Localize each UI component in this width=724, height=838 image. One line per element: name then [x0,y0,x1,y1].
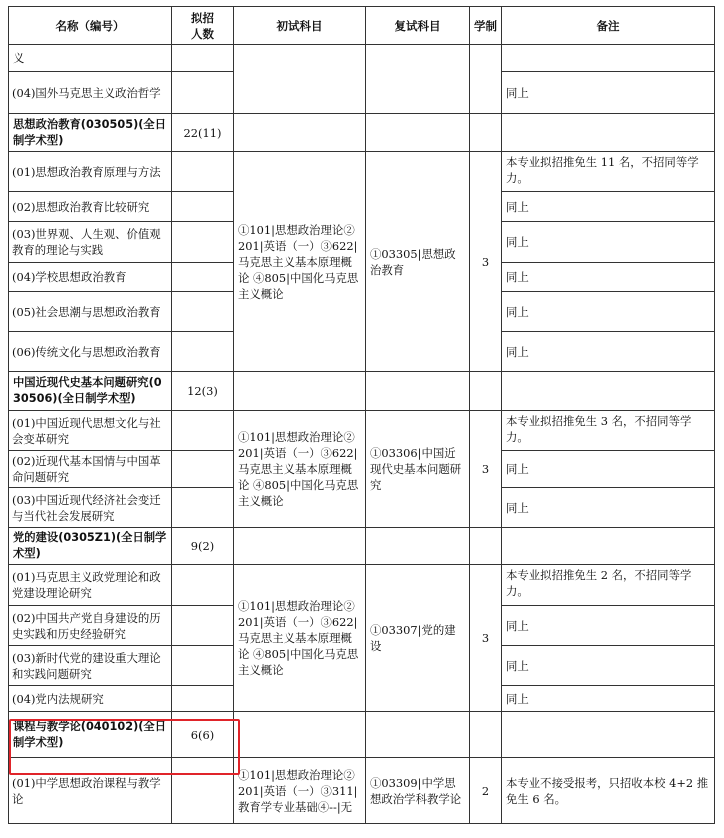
major-title: 党的建设(0305Z1)(全日制学术型) [9,528,172,565]
direction-name: (02)近现代基本国情与中国革命问题研究 [9,451,172,488]
quota-cell: 6(6) [172,712,234,758]
header-note: 备注 [502,7,715,45]
direction-name: (01)马克思主义政党理论和政党建设理论研究 [9,565,172,606]
note-cell: 同上 [502,451,715,488]
direction-name: (02)中国共产党自身建设的历史实践和历史经验研究 [9,606,172,646]
direction-name: (01)中国近现代思想文化与社会变革研究 [9,411,172,451]
major-title: 课程与教学论(040102)(全日制学术型) [9,712,172,758]
second-exam-cell: ①03306|中国近现代史基本问题研究 [366,411,470,528]
second-exam-cell: ①03309|中学思想政治学科教学论 [366,758,470,824]
group-row [9,528,715,565]
direction-name: (06)传统文化与思想政治教育 [9,332,172,372]
direction-name: (05)社会思潮与思想政治教育 [9,292,172,332]
header-quota: 拟招人数 [172,7,234,45]
major-title: 思想政治教育(030505)(全日制学术型) [9,114,172,152]
direction-name: (03)世界观、人生观、价值观教育的理论与实践 [9,222,172,263]
group-row [9,114,715,152]
direction-name: (03)新时代党的建设重大理论和实践问题研究 [9,646,172,686]
header-name: 名称（编号） [9,7,172,45]
table-row [9,45,715,72]
first-exam-cell: ①101|思想政治理论②201|英语（一）③622|马克思主义基本原理概论 ④805|中国化马克思主义概论 [234,565,366,712]
first-exam-cell: ①101|思想政治理论②201|英语（一）③311|教育学专业基础④--|无 [234,758,366,824]
direction-name: (04)学校思想政治教育 [9,263,172,292]
header-row [9,7,715,45]
direction-name: (01)中学思想政治课程与教学论 [9,758,172,824]
note-cell: 同上 [502,72,715,114]
second-exam-cell: ①03307|党的建设 [366,565,470,712]
direction-name: (04)国外马克思主义政治哲学 [9,72,172,114]
header-first-exam: 初试科目 [234,7,366,45]
note-cell: 同上 [502,192,715,222]
second-exam-cell: ①03305|思想政治教育 [366,152,470,372]
table-row [9,565,715,606]
group-row [9,712,715,758]
group-row [9,372,715,411]
duration-cell: 2 [470,758,502,824]
quota-cell: 22(11) [172,114,234,152]
first-exam-cell: ①101|思想政治理论②201|英语（一）③622|马克思主义基本原理概论 ④805|中国化马克思主义概论 [234,411,366,528]
quota-cell: 9(2) [172,528,234,565]
header-duration: 学制 [470,7,502,45]
direction-name: (02)思想政治教育比较研究 [9,192,172,222]
duration-cell: 3 [470,411,502,528]
note-cell: 同上 [502,332,715,372]
note-cell: 本专业不接受报考，只招收本校 4+2 推免生 6 名。 [502,758,715,824]
direction-name: (03)中国近现代经济社会变迁与当代社会发展研究 [9,488,172,528]
direction-name: (01)思想政治教育原理与方法 [9,152,172,192]
note-cell: 本专业拟招推免生 2 名，不招同等学力。 [502,565,715,606]
name-cell: 义 [9,45,172,72]
duration-cell: 3 [470,565,502,712]
note-cell: 本专业拟招推免生 11 名，不招同等学力。 [502,152,715,192]
note-cell: 同上 [502,606,715,646]
table-row [9,152,715,192]
note-cell: 同上 [502,488,715,528]
table-row [9,411,715,451]
first-exam-cell: ①101|思想政治理论②201|英语（一）③622|马克思主义基本原理概论 ④805|中国化马克思主义概论 [234,152,366,372]
header-second-exam: 复试科目 [366,7,470,45]
note-cell: 本专业拟招推免生 3 名，不招同等学力。 [502,411,715,451]
major-title: 中国近现代史基本问题研究(030506)(全日制学术型) [9,372,172,411]
note-cell: 同上 [502,686,715,712]
note-cell: 同上 [502,222,715,263]
direction-name: (04)党内法规研究 [9,686,172,712]
table-row [9,758,715,824]
note-cell: 同上 [502,646,715,686]
enrollment-table [8,6,715,824]
duration-cell: 3 [470,152,502,372]
note-cell: 同上 [502,292,715,332]
note-cell: 同上 [502,263,715,292]
quota-cell: 12(3) [172,372,234,411]
